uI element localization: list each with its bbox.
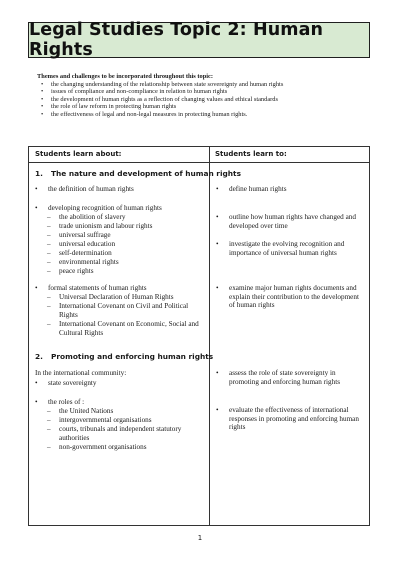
themes-item: • issues of compliance and non-compliance in relation to human rights bbox=[51, 88, 287, 96]
about-sovereignty: • state sovereignty bbox=[48, 379, 198, 388]
learn-to-item: • evaluate the effectiveness of international responses in promoting and enforcing human rights bbox=[229, 406, 365, 432]
learn-about-header: Students learn about: bbox=[35, 150, 122, 158]
developing-sub-item: – peace rights bbox=[59, 267, 199, 276]
roles-sub-item: – non-government organisations bbox=[59, 443, 194, 452]
themes-item: • the effectiveness of legal and non-legal measures in protecting human rights. bbox=[51, 111, 287, 119]
about-developing: • developing recognition of human rights bbox=[48, 204, 198, 213]
roles-sub-item: – courts, tribunals and independent statutory authorities bbox=[59, 425, 194, 442]
developing-sub-item: – universal education bbox=[59, 240, 199, 249]
themes-list bbox=[37, 81, 287, 119]
developing-sub-item: – the abolition of slavery bbox=[59, 213, 199, 222]
themes-heading: Themes and challenges to be incorporated throughout this topic: bbox=[37, 73, 213, 80]
section-1-title: The nature and development of human rights bbox=[51, 169, 241, 178]
learn-to-item: • assess the role of state sovereignty in promoting and enforcing human rights bbox=[229, 369, 365, 386]
page-title-box bbox=[28, 22, 370, 58]
about-formal-statements: • formal statements of human rights bbox=[48, 284, 198, 293]
header-divider bbox=[29, 162, 369, 163]
section-2-number: 2. bbox=[35, 352, 43, 361]
page-number: 1 bbox=[197, 534, 203, 542]
developing-sub-item: – universal suffrage bbox=[59, 231, 199, 240]
roles-sub-item: – intergovernmental organisations bbox=[59, 416, 194, 425]
learn-to-item: • outline how human rights have changed and developed over time bbox=[229, 213, 365, 230]
themes-item: • the development of human rights as a reflection of changing values and ethical standards bbox=[51, 96, 287, 104]
themes-section bbox=[37, 73, 287, 119]
column-divider bbox=[209, 147, 210, 525]
formal-sub-item: – Universal Declaration of Human Rights bbox=[59, 293, 201, 302]
learn-to-item: • define human rights bbox=[229, 185, 365, 194]
about-roles: • the roles of : bbox=[48, 398, 198, 407]
learn-to-item: • investigate the evolving recognition and importance of universal human rights bbox=[229, 240, 365, 257]
formal-sub-item: – International Covenant on Civil and Political Rights bbox=[59, 302, 201, 319]
developing-sub-item: – self-determination bbox=[59, 249, 199, 258]
learn-to-item: • examine major human rights documents and explain their contribution to the development of human rights bbox=[229, 284, 365, 310]
page-title: Legal Studies Topic 2: Human Rights bbox=[29, 20, 324, 60]
developing-sub-item: – trade unionism and labour rights bbox=[59, 222, 199, 231]
themes-item: • the role of law reform in protecting human rights bbox=[51, 103, 287, 111]
learn-to-header: Students learn to: bbox=[215, 150, 287, 158]
section-2-title: Promoting and enforcing human rights bbox=[51, 352, 214, 361]
about-definition: • the definition of human rights bbox=[48, 185, 198, 194]
section-1-number: 1. bbox=[35, 169, 43, 178]
roles-sub-item: – the United Nations bbox=[59, 407, 194, 416]
syllabus-table bbox=[28, 146, 370, 526]
developing-sub-item: – environmental rights bbox=[59, 258, 199, 267]
about-intro: In the international community: bbox=[35, 369, 127, 377]
formal-sub-item: – International Covenant on Economic, Social and Cultural Rights bbox=[59, 320, 201, 337]
themes-item: • the changing understanding of the relationship between state sovereignty and human rights bbox=[51, 81, 287, 89]
